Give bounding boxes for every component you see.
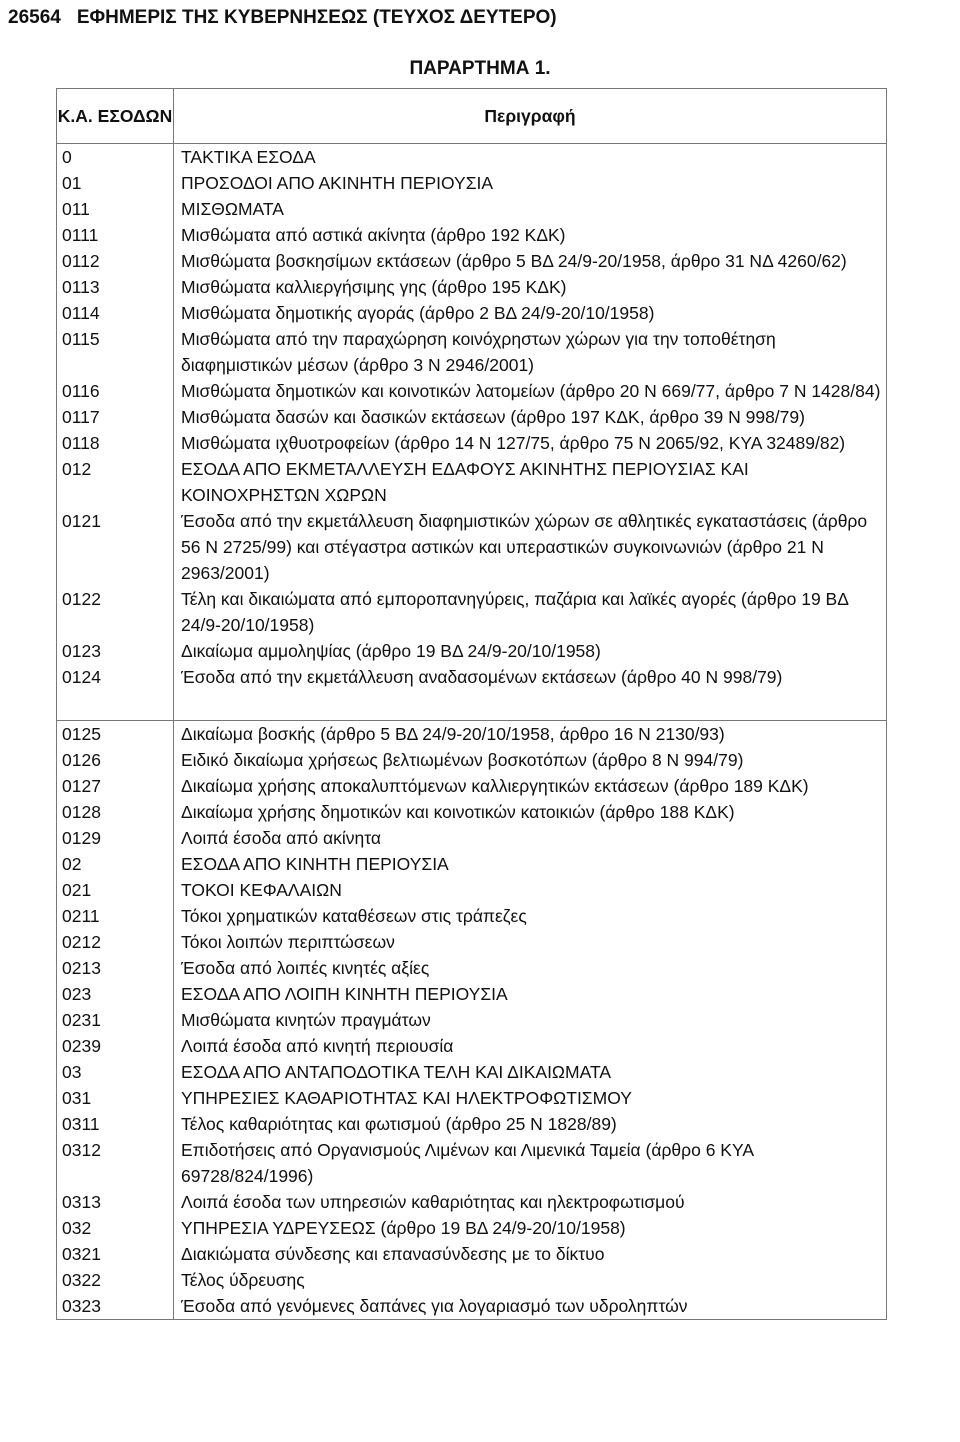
revenue-code: 021 xyxy=(57,877,174,903)
revenue-description: ΕΣΟΔΑ ΑΠΟ ΕΚΜΕΤΑΛΛΕΥΣΗ ΕΔΑΦΟΥΣ ΑΚΙΝΗΤΗΣ ΠΕΡΙΟΥΣΙΑΣ ΚΑΙ ΚΟΙΝΟΧΡΗΣΤΩΝ ΧΩΡΩΝ xyxy=(174,456,887,508)
revenue-description: ΤΑΚΤΙΚΑ ΕΣΟΔΑ xyxy=(174,144,887,171)
revenue-code: 0231 xyxy=(57,1007,174,1033)
table-row xyxy=(57,248,887,274)
revenue-description: ΜΙΣΘΩΜΑΤΑ xyxy=(174,196,887,222)
revenue-code: 0311 xyxy=(57,1111,174,1137)
revenue-description: ΥΠΗΡΕΣΙΑ ΥΔΡΕΥΣΕΩΣ (άρθρο 19 ΒΔ 24/9-20/10/1958) xyxy=(174,1215,887,1241)
revenue-code: 023 xyxy=(57,981,174,1007)
column-header-code: Κ.Α. ΕΣΟΔΩΝ xyxy=(57,89,174,144)
revenue-description: ΤΟΚΟΙ ΚΕΦΑΛΑΙΩΝ xyxy=(174,877,887,903)
revenue-code: 012 xyxy=(57,456,174,508)
revenue-code: 0111 xyxy=(57,222,174,248)
revenue-description: Τόκοι λοιπών περιπτώσεων xyxy=(174,929,887,955)
revenue-code: 0129 xyxy=(57,825,174,851)
table-gap-row xyxy=(57,690,887,721)
table-row xyxy=(57,747,887,773)
revenue-code: 031 xyxy=(57,1085,174,1111)
table-row xyxy=(57,664,887,690)
revenue-code: 0117 xyxy=(57,404,174,430)
revenue-description: ΕΣΟΔΑ ΑΠΟ ΚΙΝΗΤΗ ΠΕΡΙΟΥΣΙΑ xyxy=(174,851,887,877)
table-row xyxy=(57,1137,887,1189)
table-row xyxy=(57,378,887,404)
revenue-description: Έσοδα από την εκμετάλλευση διαφημιστικών χώρων σε αθλητικές εγκαταστάσεις (άρθρο 56 Ν 2725/99) και στέγαστρα αστικών και υπεραστικών συγκοινωνιών (άρθρο 21 Ν 2963/2001) xyxy=(174,508,887,586)
page-header xyxy=(8,0,557,36)
table-row xyxy=(57,144,887,171)
revenue-description: Λοιπά έσοδα από ακίνητα xyxy=(174,825,887,851)
revenue-description: Έσοδα από λοιπές κινητές αξίες xyxy=(174,955,887,981)
table-row xyxy=(57,638,887,664)
gazette-title: ΕΦΗΜΕΡΙΣ ΤΗΣ ΚΥΒΕΡΝΗΣΕΩΣ (ΤΕΥΧΟΣ ΔΕΥΤΕΡΟ) xyxy=(76,7,557,28)
table-row xyxy=(57,955,887,981)
table-row xyxy=(57,877,887,903)
revenue-code: 0323 xyxy=(57,1293,174,1320)
revenue-description: Επιδοτήσεις από Οργανισμούς Λιμένων και Λιμενικά Ταμεία (άρθρο 6 ΚΥΑ 69728/824/1996) xyxy=(174,1137,887,1189)
revenue-code: 02 xyxy=(57,851,174,877)
table-body xyxy=(57,144,887,1320)
revenue-code: 03 xyxy=(57,1059,174,1085)
table-row xyxy=(57,508,887,586)
revenue-code: 0126 xyxy=(57,747,174,773)
table-header-row xyxy=(57,89,887,144)
table-row xyxy=(57,721,887,748)
table-row xyxy=(57,430,887,456)
revenue-code: 0122 xyxy=(57,586,174,638)
revenue-code: 0124 xyxy=(57,664,174,690)
revenue-description: Ειδικό δικαίωμα χρήσεως βελτιωμένων βοσκοτόπων (άρθρο 8 Ν 994/79) xyxy=(174,747,887,773)
revenue-description: Τέλος ύδρευσης xyxy=(174,1267,887,1293)
page-number: 26564 xyxy=(8,7,61,28)
table-row xyxy=(57,1241,887,1267)
revenue-code: 01 xyxy=(57,170,174,196)
revenue-description: Μισθώματα από αστικά ακίνητα (άρθρο 192 ΚΔΚ) xyxy=(174,222,887,248)
revenue-description: Δικαίωμα αμμοληψίας (άρθρο 19 ΒΔ 24/9-20/10/1958) xyxy=(174,638,887,664)
revenue-code: 0 xyxy=(57,144,174,171)
revenue-description: Διακιώματα σύνδεσης και επανασύνδεσης με το δίκτυο xyxy=(174,1241,887,1267)
revenue-code: 032 xyxy=(57,1215,174,1241)
table-row xyxy=(57,456,887,508)
table-row xyxy=(57,1085,887,1111)
revenue-description: ΠΡΟΣΟΔΟΙ ΑΠΟ ΑΚΙΝΗΤΗ ΠΕΡΙΟΥΣΙΑ xyxy=(174,170,887,196)
revenue-description: Δικαίωμα χρήσης δημοτικών και κοινοτικών κατοικιών (άρθρο 188 ΚΔΚ) xyxy=(174,799,887,825)
table-row xyxy=(57,1189,887,1215)
revenue-code: 0115 xyxy=(57,326,174,378)
revenue-code: 0123 xyxy=(57,638,174,664)
table-row xyxy=(57,1267,887,1293)
revenue-description: Μισθώματα ιχθυοτροφείων (άρθρο 14 Ν 127/75, άρθρο 75 Ν 2065/92, ΚΥΑ 32489/82) xyxy=(174,430,887,456)
revenue-description: Τόκοι χρηματικών καταθέσεων στις τράπεζες xyxy=(174,903,887,929)
table-row xyxy=(57,274,887,300)
annex-title xyxy=(0,58,960,80)
table-row xyxy=(57,222,887,248)
revenue-description: Μισθώματα καλλιεργήσιμης γης (άρθρο 195 ΚΔΚ) xyxy=(174,274,887,300)
gap-cell xyxy=(174,690,887,721)
table-row xyxy=(57,1033,887,1059)
revenue-description: Μισθώματα δασών και δασικών εκτάσεων (άρθρο 197 ΚΔΚ, άρθρο 39 Ν 998/79) xyxy=(174,404,887,430)
revenue-code: 0125 xyxy=(57,721,174,748)
revenue-code: 0118 xyxy=(57,430,174,456)
revenue-code: 0211 xyxy=(57,903,174,929)
revenue-description: ΕΣΟΔΑ ΑΠΟ ΑΝΤΑΠΟΔΟΤΙΚΑ ΤΕΛΗ ΚΑΙ ΔΙΚΑΙΩΜΑΤΑ xyxy=(174,1059,887,1085)
revenue-description: Μισθώματα δημοτικών και κοινοτικών λατομείων (άρθρο 20 Ν 669/77, άρθρο 7 Ν 1428/84) xyxy=(174,378,887,404)
table-row xyxy=(57,170,887,196)
table-row xyxy=(57,903,887,929)
revenue-code: 0313 xyxy=(57,1189,174,1215)
revenue-code: 0127 xyxy=(57,773,174,799)
revenue-code: 0322 xyxy=(57,1267,174,1293)
revenue-description: ΕΣΟΔΑ ΑΠΟ ΛΟΙΠΗ ΚΙΝΗΤΗ ΠΕΡΙΟΥΣΙΑ xyxy=(174,981,887,1007)
table-row xyxy=(57,586,887,638)
revenue-code: 0116 xyxy=(57,378,174,404)
revenue-description: Λοιπά έσοδα των υπηρεσιών καθαριότητας και ηλεκτροφωτισμού xyxy=(174,1189,887,1215)
revenue-code: 0312 xyxy=(57,1137,174,1189)
revenue-code: 0113 xyxy=(57,274,174,300)
revenue-description: Μισθώματα από την παραχώρηση κοινόχρηστων χώρων για την τοποθέτηση διαφημιστικών μέσων (άρθρο 3 Ν 2946/2001) xyxy=(174,326,887,378)
table-row xyxy=(57,773,887,799)
table-row xyxy=(57,1293,887,1320)
revenue-description: ΥΠΗΡΕΣΙΕΣ ΚΑΘΑΡΙΟΤΗΤΑΣ ΚΑΙ ΗΛΕΚΤΡΟΦΩΤΙΣΜΟΥ xyxy=(174,1085,887,1111)
table-row xyxy=(57,404,887,430)
revenue-codes-table xyxy=(56,88,887,1320)
table-row xyxy=(57,851,887,877)
gap-cell xyxy=(57,690,174,721)
revenue-code: 0213 xyxy=(57,955,174,981)
revenue-description: Δικαίωμα βοσκής (άρθρο 5 ΒΔ 24/9-20/10/1958, άρθρο 16 Ν 2130/93) xyxy=(174,721,887,748)
revenue-description: Έσοδα από την εκμετάλλευση αναδασομένων εκτάσεων (άρθρο 40 Ν 998/79) xyxy=(174,664,887,690)
revenue-description: Μισθώματα κινητών πραγμάτων xyxy=(174,1007,887,1033)
table-row xyxy=(57,300,887,326)
revenue-description: Έσοδα από γενόμενες δαπάνες για λογαριασμό των υδροληπτών xyxy=(174,1293,887,1320)
revenue-code: 0321 xyxy=(57,1241,174,1267)
table-row xyxy=(57,1059,887,1085)
revenue-code: 0121 xyxy=(57,508,174,586)
table-row xyxy=(57,1007,887,1033)
revenue-description: Τέλη και δικαιώματα από εμποροπανηγύρεις, παζάρια και λαϊκές αγορές (άρθρο 19 ΒΔ 24/9-20/10/1958) xyxy=(174,586,887,638)
revenue-description: Λοιπά έσοδα από κινητή περιουσία xyxy=(174,1033,887,1059)
table-row xyxy=(57,981,887,1007)
revenue-description: Μισθώματα βοσκησίμων εκτάσεων (άρθρο 5 ΒΔ 24/9-20/1958, άρθρο 31 ΝΔ 4260/62) xyxy=(174,248,887,274)
table-row xyxy=(57,1111,887,1137)
revenue-description: Τέλος καθαριότητας και φωτισμού (άρθρο 25 Ν 1828/89) xyxy=(174,1111,887,1137)
table-row xyxy=(57,799,887,825)
revenue-code: 0114 xyxy=(57,300,174,326)
revenue-code: 0128 xyxy=(57,799,174,825)
column-header-description: Περιγραφή xyxy=(174,89,887,144)
revenue-code: 011 xyxy=(57,196,174,222)
table-row xyxy=(57,825,887,851)
table-row xyxy=(57,196,887,222)
revenue-description: Δικαίωμα χρήσης αποκαλυπτόμενων καλλιεργητικών εκτάσεων (άρθρο 189 ΚΔΚ) xyxy=(174,773,887,799)
revenue-code: 0112 xyxy=(57,248,174,274)
revenue-description: Μισθώματα δημοτικής αγοράς (άρθρο 2 ΒΔ 24/9-20/10/1958) xyxy=(174,300,887,326)
table-row xyxy=(57,1215,887,1241)
table-row xyxy=(57,326,887,378)
revenue-code: 0212 xyxy=(57,929,174,955)
revenue-code: 0239 xyxy=(57,1033,174,1059)
table-row xyxy=(57,929,887,955)
annex-title-text: ΠΑΡΑΡΤΗΜΑ 1. xyxy=(409,58,551,79)
